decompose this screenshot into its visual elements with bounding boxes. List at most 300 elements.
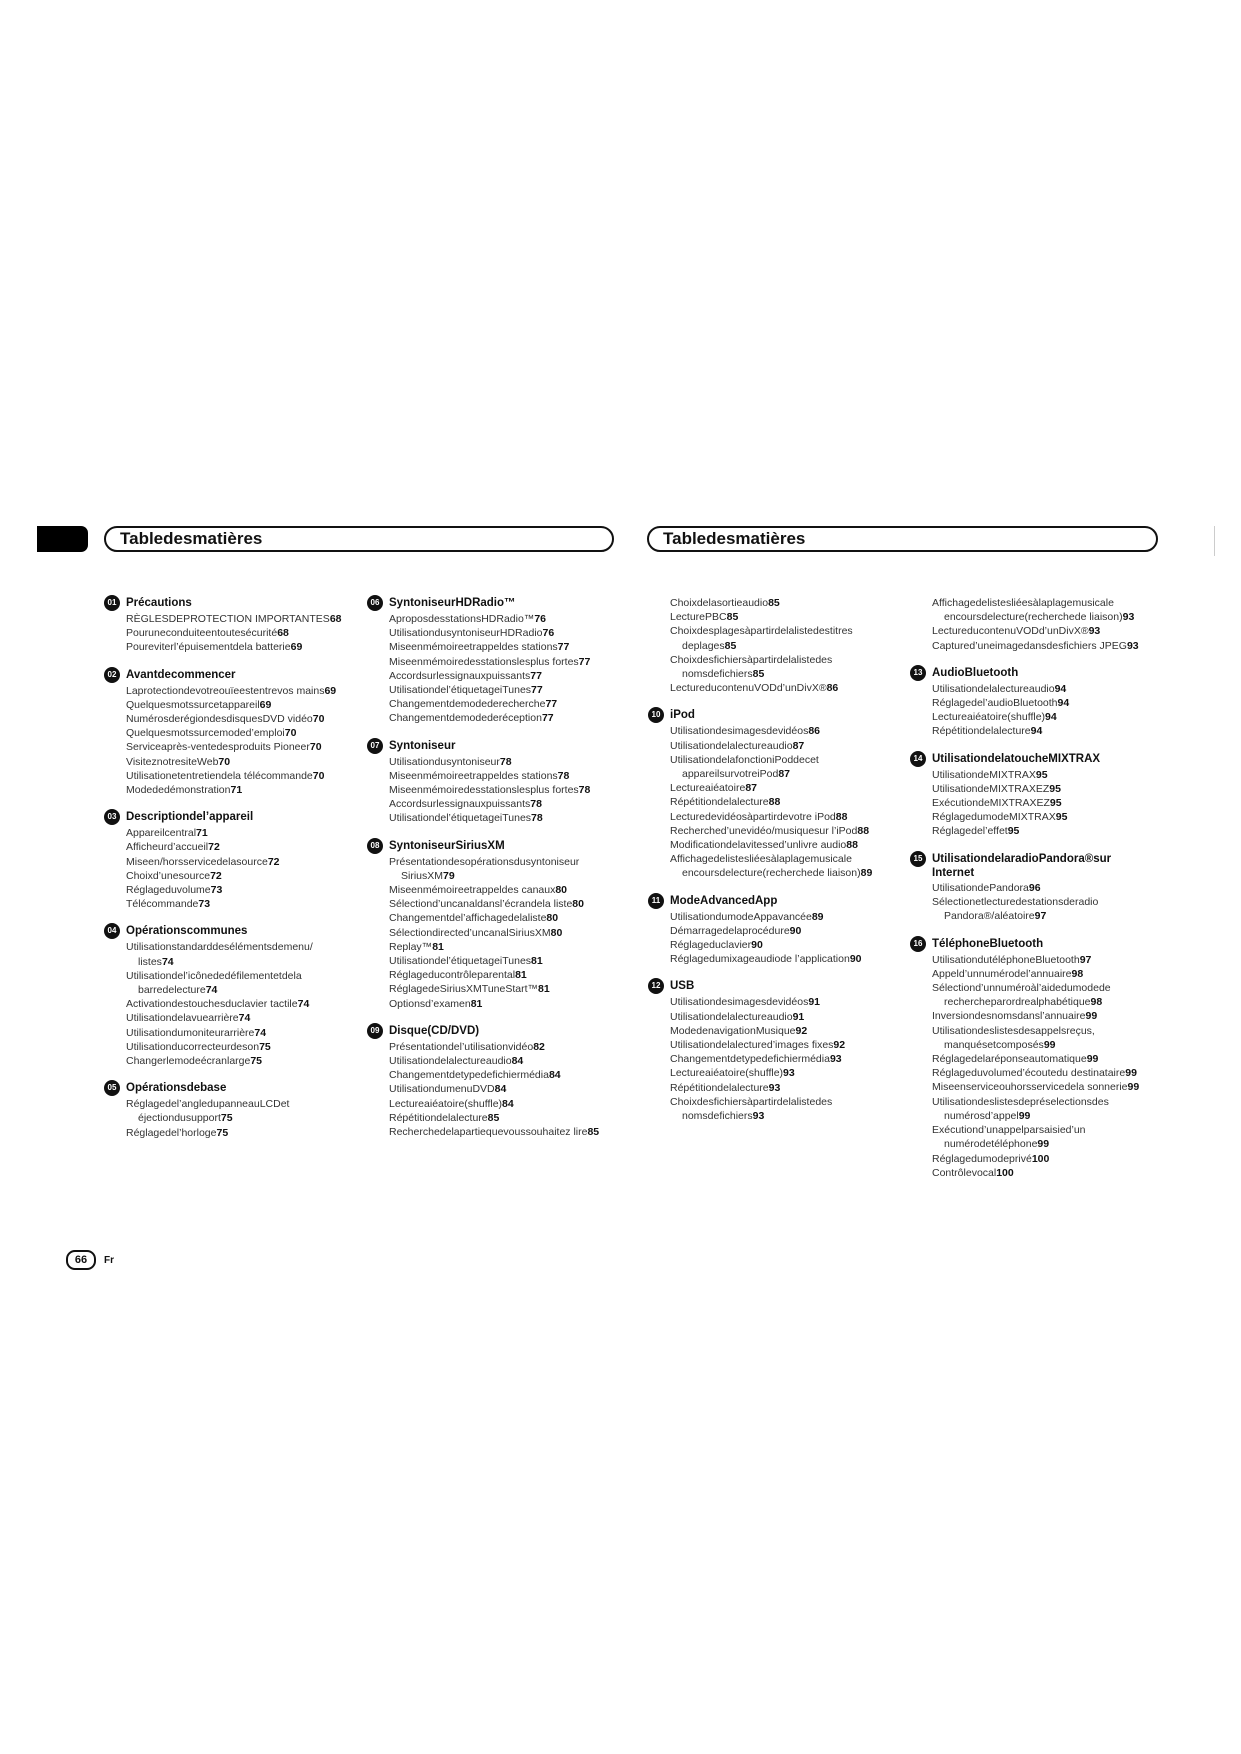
chapter-number-badge: 11 [648, 893, 664, 909]
toc-entry-page: 78 [531, 812, 543, 825]
toc-entry [126, 698, 344, 712]
toc-entry-page: 93 [783, 1067, 795, 1080]
toc-entry [126, 740, 344, 754]
toc-entry-text: Changementdel’affichagedelaliste [389, 912, 547, 925]
chapter-number-badge: 04 [104, 923, 120, 939]
toc-entry [126, 969, 344, 997]
toc-entry [389, 769, 607, 783]
toc-entry-text: Choixdesplagesàpartirdelalistedestitres deplages [670, 625, 853, 652]
toc-entry [932, 824, 1150, 838]
toc-entry-text: Lectureaiéatoire(shuffle) [389, 1097, 503, 1110]
section-heading [910, 752, 1150, 767]
toc-entry-text: Miseenmémoireetrappeldes stations [389, 641, 558, 654]
section-heading [367, 1024, 607, 1039]
chapter-number-badge: 08 [367, 838, 383, 854]
toc-entry [670, 852, 888, 880]
section-heading [648, 708, 888, 723]
toc-entry [389, 797, 607, 811]
toc-entry [389, 968, 607, 982]
toc-entry-page: 77 [530, 669, 542, 682]
section-title: ModeAdvancedApp [670, 894, 778, 907]
toc-entry-page: 85 [587, 1126, 600, 1139]
toc-column-4 [910, 596, 1150, 1193]
toc-entry [389, 883, 607, 897]
toc-entry-page: 71 [196, 827, 208, 840]
toc-entry [932, 881, 1150, 895]
toc-entry [126, 1097, 344, 1125]
toc-section [910, 752, 1150, 839]
toc-entry-page: 100 [1031, 1152, 1050, 1165]
toc-entry-text: Accordsurlessignauxpuissants [389, 669, 531, 682]
toc-entry-page: 78 [499, 755, 512, 768]
toc-entry-text: Réglagedel’angledupanneauLCDet éjectiondusupport [126, 1098, 290, 1125]
toc-entry-page: 85 [724, 639, 737, 652]
toc-entry [670, 1052, 888, 1066]
toc-entry-page: 78 [578, 784, 591, 797]
toc-entry-text: Captured’uneimagedansdesfichiers JPEG [932, 639, 1127, 652]
toc-entry-page: 97 [1079, 953, 1092, 966]
toc-entry-list [104, 684, 344, 798]
toc-entry-text: Changerlemodeécranlarge [126, 1055, 251, 1068]
page-header-right: Tabledesmatières [647, 526, 1158, 552]
toc-entry-page: 87 [745, 782, 757, 795]
section-title: Opérationscommunes [126, 925, 248, 938]
toc-entry-text: Serviceaprès-ventedesproduits Pioneer [126, 741, 310, 754]
toc-entry-text: Utilisationstandarddesélémentsdemenu/ listes [126, 941, 313, 968]
toc-entry-text: Changementdetypedefichiermédia [670, 1053, 830, 1066]
toc-entry-list [910, 881, 1150, 924]
toc-entry-page: 70 [309, 741, 322, 754]
toc-entry-page: 90 [789, 924, 802, 937]
toc-entry-page: 90 [751, 939, 763, 952]
toc-entry [932, 1009, 1150, 1023]
toc-entry-page: 71 [230, 784, 243, 797]
toc-entry [670, 952, 888, 966]
toc-entry-list [104, 1097, 344, 1140]
toc-entry-text: Sélectionetlecturedestationsderadio Pandora®/aléatoire [932, 896, 1099, 923]
section-heading [104, 1081, 344, 1096]
toc-entry-text: RéglagedumodeMIXTRAX [932, 811, 1056, 824]
toc-section [648, 596, 888, 695]
toc-entry-text: Laprotectiondevotreouïeestentrevos mains [126, 684, 325, 697]
chapter-number-badge: 10 [648, 707, 664, 723]
toc-entry-text: Exécutiond’unappelparsaisied’un numérodetéléphone [932, 1124, 1086, 1151]
toc-entry [932, 596, 1150, 624]
toc-entry-text: Miseenmémoireetrappeldes canaux [389, 884, 556, 897]
toc-section [367, 839, 607, 1011]
toc-entry [670, 610, 888, 624]
toc-section [910, 852, 1150, 924]
toc-entry-page: 99 [1127, 1081, 1140, 1094]
toc-entry-text: UtilisationdumodeAppavancée [670, 910, 812, 923]
toc-entry [389, 683, 607, 697]
chapter-number-badge: 06 [367, 595, 383, 611]
chapter-number-badge: 12 [648, 978, 664, 994]
toc-entry-page: 79 [443, 869, 455, 882]
toc-entry-text: Pouruneconduiteentoutesécurité [126, 627, 278, 640]
toc-entry-page: 96 [1028, 882, 1041, 895]
toc-entry-text: Poureviterl’épuisementdela batterie [126, 641, 291, 654]
toc-entry-text: Lectureaiéatoire(shuffle) [932, 711, 1046, 724]
chapter-number-badge: 14 [910, 751, 926, 767]
toc-entry [389, 697, 607, 711]
toc-entry-text: Répétitiondelalecture [670, 796, 769, 809]
toc-entry-text: NumérosderégiondesdisquesDVD vidéo [126, 713, 313, 726]
section-title: AudioBluetooth [932, 666, 1019, 679]
toc-entry-text: UtilisationdelafonctioniPoddecet appareilsurvotreiPod [670, 753, 819, 781]
toc-entry-text: Optionsd’examen [389, 997, 471, 1010]
toc-entry-text: Utilisationdelalectureaudio [670, 739, 793, 752]
toc-entry [670, 838, 888, 852]
toc-entry [126, 1040, 344, 1054]
toc-entry-text: RéglagedeSiriusXMTuneStart™ [389, 983, 539, 996]
toc-entry-text: Miseenserviceouhorsservicedela sonnerie [932, 1081, 1128, 1094]
toc-entry-text: Utilisationetentretiendela télécommande [126, 769, 313, 782]
toc-entry [126, 640, 344, 654]
toc-entry-page: 93 [752, 1110, 765, 1123]
toc-entry [670, 624, 888, 652]
section-heading [104, 810, 344, 825]
toc-entry-page: 95 [1049, 782, 1061, 795]
toc-entry-text: UtilisationdeMIXTRAX [932, 768, 1036, 781]
toc-entry-page: 82 [533, 1040, 545, 1053]
toc-entry [932, 724, 1150, 738]
toc-entry-page: 74 [297, 998, 310, 1011]
toc-entry-text: Lecturedevidéosàpartirdevotre iPod [670, 810, 836, 823]
section-heading [648, 894, 888, 909]
toc-entry-text: Présentationdel’utilisationvidéo [389, 1040, 534, 1053]
toc-entry [389, 626, 607, 640]
section-heading [104, 596, 344, 611]
toc-entry-text: Répétitiondelalecture [670, 1081, 769, 1094]
toc-entry-page: 94 [1030, 725, 1043, 738]
toc-entry-text: Recherched’unevidéo/musiquesur l’iPod [670, 824, 858, 837]
toc-section [104, 596, 344, 655]
toc-entry [932, 796, 1150, 810]
toc-entry [932, 768, 1150, 782]
toc-entry-text: Utilisationdelalectureaudio [932, 682, 1055, 695]
toc-entry [932, 1095, 1150, 1123]
toc-entry-page: 99 [1085, 1010, 1098, 1023]
toc-entry-text: Utilisationdelalectureaudio [670, 1010, 793, 1023]
toc-section [910, 666, 1150, 739]
toc-entry [126, 1126, 344, 1140]
toc-entry-page: 86 [826, 682, 839, 695]
toc-entry-text: Utilisationdel’étiquetageiTunes [389, 955, 532, 968]
chapter-number-badge: 07 [367, 738, 383, 754]
toc-entry [389, 811, 607, 825]
toc-entry-text: LecturePBC [670, 611, 727, 624]
toc-entry-page: 77 [531, 684, 543, 697]
toc-entry-page: 74 [238, 1012, 251, 1025]
toc-entry [932, 639, 1150, 653]
toc-entry-page: 81 [538, 983, 550, 996]
toc-entry [389, 640, 607, 654]
toc-section [367, 739, 607, 826]
toc-entry-text: Réglageduvolumed’écoutedu destinataire [932, 1067, 1126, 1080]
toc-entry-text: Miseen/horsservicedelasource [126, 855, 268, 868]
toc-entry-page: 76 [542, 627, 555, 640]
toc-entry [932, 967, 1150, 981]
toc-entry-page: 95 [1007, 825, 1020, 838]
toc-entry-text: Utilisationdeslistesdesappelsreçus, manquésetcomposés [932, 1024, 1095, 1051]
toc-entry-list [367, 755, 607, 826]
toc-entry-text: Sélectiond’uncanaldansl’écrandela liste [389, 898, 573, 911]
toc-entry-page: 95 [1035, 768, 1048, 781]
toc-entry-list [910, 953, 1150, 1180]
toc-entry [389, 655, 607, 669]
toc-entry-page: 78 [557, 769, 570, 782]
toc-section [910, 596, 1150, 653]
toc-entry-page: 78 [530, 798, 542, 811]
toc-entry-page: 75 [220, 1112, 233, 1125]
toc-entry-page: 86 [808, 725, 821, 738]
toc-entry-page: 94 [1045, 711, 1057, 724]
section-title: UtilisationdelaradioPandora®sur Internet [932, 852, 1112, 879]
toc-entry-text: Utilisationdelalectured’images fixes [670, 1039, 834, 1052]
toc-entry-text: Miseenmémoiredesstationslesplus fortes [389, 784, 579, 797]
toc-entry-page: 72 [208, 841, 220, 854]
toc-entry-page: 91 [792, 1010, 805, 1023]
toc-entry [932, 682, 1150, 696]
toc-entry [670, 924, 888, 938]
toc-entry-page: 87 [778, 768, 790, 781]
toc-entry [389, 954, 607, 968]
toc-entry [670, 596, 888, 610]
toc-entry-page: 81 [531, 955, 543, 968]
toc-entry [389, 1040, 607, 1054]
toc-entry-list [648, 910, 888, 967]
toc-entry-page: 81 [470, 997, 483, 1010]
toc-entry-text: Choixdelasortieaudio [670, 597, 769, 609]
section-title: Disque(CD/DVD) [389, 1024, 480, 1037]
toc-entry [389, 711, 607, 725]
toc-entry-text: Activationdestouchesduclavier tactile [126, 998, 298, 1011]
toc-entry-text: Réglagedelaréponseautomatique [932, 1053, 1087, 1066]
toc-entry-list [367, 855, 607, 1011]
toc-entry-text: Répétitiondelalecture [932, 725, 1031, 738]
toc-entry-page: 75 [250, 1055, 263, 1068]
toc-entry [670, 681, 888, 695]
toc-entry [389, 1097, 607, 1111]
toc-entry [126, 826, 344, 840]
toc-entry [932, 981, 1150, 1009]
toc-entry-text: Appeld’unnumérodel’annuaire [932, 967, 1072, 980]
toc-entry [126, 1054, 344, 1068]
toc-entry-page: 72 [267, 855, 280, 868]
toc-section [367, 596, 607, 726]
toc-entry [932, 1166, 1150, 1180]
toc-entry-page: 80 [555, 884, 568, 897]
toc-section [648, 894, 888, 967]
toc-entry-page: 72 [210, 869, 222, 882]
page-footer [66, 1250, 114, 1270]
toc-entry-page: 74 [254, 1026, 267, 1039]
toc-entry-text: Utilisationdelalectureaudio [389, 1055, 512, 1068]
chapter-number-badge: 03 [104, 809, 120, 825]
toc-entry-page: 70 [218, 755, 231, 768]
toc-entry-text: Changementdemodederecherche [389, 698, 546, 711]
toc-entry-text: Réglagedel’audioBluetooth [932, 697, 1058, 710]
toc-entry-list [104, 826, 344, 911]
toc-entry-text: Utilisationducorrecteurdeson [126, 1040, 260, 1053]
toc-entry-list [104, 940, 344, 1068]
toc-entry-page: 94 [1057, 697, 1070, 710]
toc-entry-text: Sélectiondirected’uncanalSiriusXM [389, 926, 551, 939]
section-heading [104, 924, 344, 939]
toc-entry-page: 87 [792, 739, 805, 752]
toc-entry-text: Réglagedumodeprivé [932, 1152, 1032, 1165]
chapter-number-badge: 15 [910, 851, 926, 867]
toc-entry-text: VisiteznotresiteWeb [126, 755, 219, 768]
toc-entry [670, 1010, 888, 1024]
toc-entry-text: UtilisationdusyntoniseurHDRadio [389, 627, 543, 640]
toc-entry-text: Utilisationdesimagesdevidéos [670, 725, 809, 738]
toc-entry [126, 869, 344, 883]
toc-entry-text: Modificationdelavitessed’unlivre audio [670, 839, 847, 852]
toc-entry-text: AproposdesstationsHDRadio™ [389, 613, 535, 625]
toc-entry [389, 855, 607, 883]
toc-entry-page: 77 [557, 641, 570, 654]
toc-entry-text: Lectureaiéatoire [670, 782, 746, 795]
toc-entry [389, 926, 607, 940]
toc-entry-page: 93 [829, 1053, 842, 1066]
toc-entry [932, 1123, 1150, 1151]
toc-entry-text: Quelquesmotssurcetappareil [126, 698, 260, 711]
toc-entry-page: 88 [857, 824, 870, 837]
section-title: Avantdecommencer [126, 668, 236, 681]
toc-entry [670, 995, 888, 1009]
toc-entry-page: 92 [795, 1024, 808, 1037]
toc-entry-text: LectureducontenuVODd’unDivX® [932, 625, 1089, 638]
toc-entry-page: 84 [494, 1083, 507, 1096]
toc-entry-page: 73 [210, 884, 223, 897]
toc-entry-page: 93 [768, 1081, 781, 1094]
toc-entry-text: Recherchedelapartiequevoussouhaitez lire [389, 1126, 588, 1139]
toc-entry-list [104, 612, 344, 655]
toc-entry-page: 92 [833, 1039, 846, 1052]
toc-entry-page: 69 [259, 698, 272, 711]
toc-entry [389, 997, 607, 1011]
toc-entry-list [910, 768, 1150, 839]
toc-entry [932, 1152, 1150, 1166]
toc-entry-text: Réglageduvolume [126, 884, 211, 897]
toc-entry-page: 73 [198, 898, 211, 911]
toc-entry [670, 1095, 888, 1123]
toc-entry-text: Contrôlevocal [932, 1166, 997, 1179]
toc-entry [670, 1024, 888, 1038]
toc-entry-page: 99 [1086, 1053, 1099, 1066]
toc-entry-page: 77 [578, 655, 591, 668]
toc-entry [389, 755, 607, 769]
toc-entry [389, 612, 607, 626]
toc-entry-page: 84 [511, 1055, 524, 1068]
toc-entry [126, 840, 344, 854]
toc-entry-page: 68 [329, 613, 342, 625]
toc-entry [126, 940, 344, 968]
toc-entry-page: 99 [1125, 1067, 1137, 1080]
toc-entry-text: Quelquesmotssurcemoded’emploi [126, 727, 285, 740]
toc-entry-page: 97 [1034, 910, 1047, 923]
section-title: Descriptiondel’appareil [126, 811, 254, 824]
toc-entry-page: 95 [1055, 811, 1068, 824]
toc-entry-text: Utilisationdeslistesdepréselectionsdes numérosd’appel [932, 1095, 1109, 1122]
toc-entry-text: Utilisationdel’étiquetageiTunes [389, 812, 532, 825]
section-title: iPod [670, 709, 695, 722]
toc-entry-list [648, 995, 888, 1123]
toc-entry [389, 1082, 607, 1096]
toc-entry [389, 1125, 607, 1139]
toc-entry-text: Utilisationdel’étiquetageiTunes [389, 684, 532, 697]
toc-entry [126, 1011, 344, 1025]
toc-entry-list [367, 612, 607, 726]
toc-entry [932, 810, 1150, 824]
toc-entry [389, 940, 607, 954]
toc-entry [932, 782, 1150, 796]
toc-entry-text: Affichagedelistesliéesàlaplagemusicale encoursdelecture(recherchede liaison) [932, 597, 1123, 624]
toc-entry [932, 953, 1150, 967]
toc-entry [670, 938, 888, 952]
toc-entry [389, 897, 607, 911]
section-title: UtilisationdelatoucheMIXTRAX [932, 752, 1101, 765]
toc-entry [670, 1038, 888, 1052]
toc-entry-page: 70 [312, 769, 325, 782]
toc-entry-text: ExécutiondeMIXTRAXEZ [932, 797, 1050, 810]
chapter-tab-marker [37, 526, 88, 552]
toc-entry-text: Télécommande [126, 898, 199, 911]
toc-entry-list [910, 596, 1150, 653]
toc-entry [126, 855, 344, 869]
toc-entry-text: Utilisationdel’icônededéfilementetdela barredelecture [126, 969, 302, 997]
section-heading [910, 852, 1150, 880]
toc-entry [932, 895, 1150, 923]
toc-entry [670, 824, 888, 838]
toc-section [104, 924, 344, 1068]
toc-entry-page: 89 [860, 867, 873, 880]
toc-entry-text: Réglageduclavier [670, 939, 752, 952]
toc-entry-page: 80 [546, 912, 559, 925]
toc-section [648, 708, 888, 880]
toc-entry-text: Utilisationdelavuearrière [126, 1012, 239, 1025]
toc-entry-page: 85 [487, 1111, 500, 1124]
toc-entry [932, 1024, 1150, 1052]
section-heading [910, 666, 1150, 681]
section-title: Opérationsdebase [126, 1082, 227, 1095]
toc-entry-page: 80 [550, 926, 563, 939]
toc-entry [126, 712, 344, 726]
toc-entry-text: Appareilcentral [126, 827, 197, 840]
toc-entry [932, 710, 1150, 724]
toc-entry-text: Réglagedumixageaudiode l’application [670, 953, 850, 966]
toc-entry [670, 795, 888, 809]
toc-entry-page: 84 [502, 1097, 514, 1110]
toc-entry-text: Miseenmémoireetrappeldes stations [389, 769, 558, 782]
page-header-left: Tabledesmatières [104, 526, 614, 552]
toc-entry [670, 1081, 888, 1095]
chapter-number-badge: 05 [104, 1080, 120, 1096]
toc-entry-page: 88 [768, 796, 781, 809]
toc-entry-text: UtilisationdutéléphoneBluetooth [932, 953, 1080, 966]
toc-entry-page: 76 [534, 613, 547, 625]
toc-entry-page: 70 [284, 727, 297, 740]
toc-entry-page: 85 [752, 668, 765, 681]
toc-entry [389, 783, 607, 797]
toc-entry [126, 883, 344, 897]
toc-entry [389, 1068, 607, 1082]
section-heading [367, 839, 607, 854]
toc-entry-page: 70 [312, 713, 325, 726]
toc-entry [932, 696, 1150, 710]
